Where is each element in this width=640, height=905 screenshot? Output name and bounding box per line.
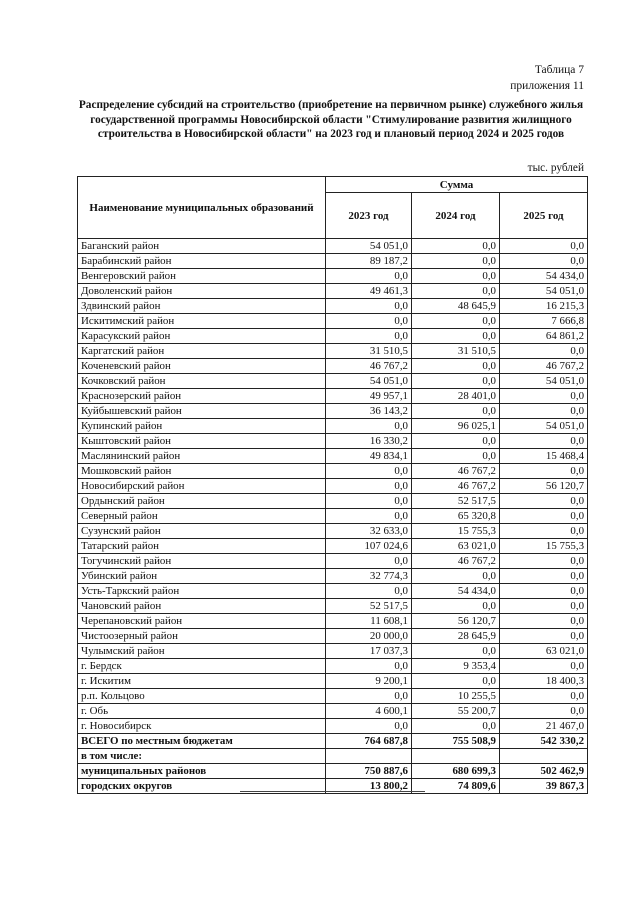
amount-2024: 0,0 (412, 719, 500, 734)
table-row (78, 434, 588, 449)
amount-2024: 0,0 (412, 599, 500, 614)
municipality-name: Кочковский район (78, 374, 326, 389)
municipality-name: г. Обь (78, 704, 326, 719)
amount-2023: 54 051,0 (326, 239, 412, 254)
amount-2023: 49 834,1 (326, 449, 412, 464)
municipality-name: Куйбышевский район (78, 404, 326, 419)
amount-2025: 0,0 (500, 554, 588, 569)
table-row (78, 509, 588, 524)
municipality-name: Карасукский район (78, 329, 326, 344)
amount-2024: 28 401,0 (412, 389, 500, 404)
amount-2024: 0,0 (412, 374, 500, 389)
header-sum: Сумма (326, 177, 588, 193)
amount-2025: 0,0 (500, 569, 588, 584)
amount-2023: 11 608,1 (326, 614, 412, 629)
footer-rule (240, 791, 425, 792)
amount-2024: 0,0 (412, 329, 500, 344)
amount-2025: 0,0 (500, 689, 588, 704)
amount-2023: 0,0 (326, 419, 412, 434)
municipality-name: Искитимский район (78, 314, 326, 329)
amount-2023: 16 330,2 (326, 434, 412, 449)
amount-2025: 54 051,0 (500, 374, 588, 389)
amount-2023: 49 957,1 (326, 389, 412, 404)
table-row (78, 314, 588, 329)
amount-2025: 15 468,4 (500, 449, 588, 464)
amount-2023: 89 187,2 (326, 254, 412, 269)
appendix-reference: приложения 11 (510, 80, 584, 92)
municipality-name: Убинский район (78, 569, 326, 584)
municipality-name: Новосибирский район (78, 479, 326, 494)
municipality-name: ВСЕГО по местным бюджетам (78, 734, 326, 749)
amount-2025: 0,0 (500, 524, 588, 539)
municipality-name: г. Новосибирск (78, 719, 326, 734)
amount-2024: 755 508,9 (412, 734, 500, 749)
municipality-name: Сузунский район (78, 524, 326, 539)
amount-2023: 31 510,5 (326, 344, 412, 359)
amount-2024: 0,0 (412, 314, 500, 329)
amount-2023: 9 200,1 (326, 674, 412, 689)
amount-2025: 56 120,7 (500, 479, 588, 494)
municipality-name: Чановский район (78, 599, 326, 614)
table-row (78, 704, 588, 719)
municipality-name: Черепановский район (78, 614, 326, 629)
table-row (78, 644, 588, 659)
amount-2023: 0,0 (326, 299, 412, 314)
municipality-name: Барабинский район (78, 254, 326, 269)
table-row (78, 674, 588, 689)
header-year-2023: 2023 год (326, 193, 412, 239)
amount-2024: 0,0 (412, 644, 500, 659)
municipality-name: Каргатский район (78, 344, 326, 359)
amount-2024: 63 021,0 (412, 539, 500, 554)
amount-2025: 16 215,3 (500, 299, 588, 314)
amount-2025: 0,0 (500, 344, 588, 359)
municipality-name: Краснозерский район (78, 389, 326, 404)
units-label: тыс. рублей (527, 162, 584, 174)
amount-2025: 63 021,0 (500, 644, 588, 659)
amount-2025: 0,0 (500, 614, 588, 629)
municipality-name: Мошковский район (78, 464, 326, 479)
amount-2024: 0,0 (412, 569, 500, 584)
municipality-name: Чулымский район (78, 644, 326, 659)
municipality-name: г. Искитим (78, 674, 326, 689)
table-row (78, 659, 588, 674)
amount-2023: 0,0 (326, 554, 412, 569)
subsidy-distribution-table (77, 176, 588, 794)
municipality-name: Усть-Таркский район (78, 584, 326, 599)
amount-2025: 0,0 (500, 239, 588, 254)
amount-2025: 54 434,0 (500, 269, 588, 284)
amount-2024: 0,0 (412, 404, 500, 419)
amount-2023: 764 687,8 (326, 734, 412, 749)
amount-2024: 0,0 (412, 449, 500, 464)
municipality-name: Здвинский район (78, 299, 326, 314)
amount-2023: 13 800,2 (326, 779, 412, 794)
municipality-name: р.п. Кольцово (78, 689, 326, 704)
amount-2023: 32 633,0 (326, 524, 412, 539)
municipality-name: Ордынский район (78, 494, 326, 509)
amount-2023: 0,0 (326, 584, 412, 599)
amount-2024: 31 510,5 (412, 344, 500, 359)
amount-2025: 7 666,8 (500, 314, 588, 329)
amount-2023: 0,0 (326, 329, 412, 344)
municipality-name: Северный район (78, 509, 326, 524)
municipality-name: Баганский район (78, 239, 326, 254)
amount-2024: 52 517,5 (412, 494, 500, 509)
amount-2025: 18 400,3 (500, 674, 588, 689)
total-row (78, 764, 588, 779)
amount-2024: 54 434,0 (412, 584, 500, 599)
amount-2023: 0,0 (326, 659, 412, 674)
amount-2025: 502 462,9 (500, 764, 588, 779)
amount-2024 (412, 749, 500, 764)
amount-2025: 46 767,2 (500, 359, 588, 374)
amount-2024: 0,0 (412, 674, 500, 689)
amount-2025: 0,0 (500, 434, 588, 449)
amount-2023: 36 143,2 (326, 404, 412, 419)
table-row (78, 569, 588, 584)
amount-2023: 750 887,6 (326, 764, 412, 779)
amount-2024: 55 200,7 (412, 704, 500, 719)
amount-2025: 0,0 (500, 584, 588, 599)
amount-2023: 49 461,3 (326, 284, 412, 299)
amount-2024: 46 767,2 (412, 479, 500, 494)
table-row (78, 419, 588, 434)
amount-2023: 0,0 (326, 494, 412, 509)
municipality-name: Коченевский район (78, 359, 326, 374)
amount-2023 (326, 749, 412, 764)
amount-2024: 0,0 (412, 254, 500, 269)
table-row (78, 539, 588, 554)
amount-2024: 10 255,5 (412, 689, 500, 704)
municipality-name: Купинский район (78, 419, 326, 434)
header-municipality: Наименование муниципальных образований (78, 177, 326, 239)
table-row (78, 359, 588, 374)
municipality-name: в том числе: (78, 749, 326, 764)
table-row (78, 344, 588, 359)
amount-2025: 0,0 (500, 254, 588, 269)
amount-2024: 46 767,2 (412, 554, 500, 569)
header-year-2024: 2024 год (412, 193, 500, 239)
amount-2024: 96 025,1 (412, 419, 500, 434)
table-row (78, 404, 588, 419)
appendix-table-number: Таблица 7 (534, 64, 584, 76)
table-row (78, 299, 588, 314)
amount-2023: 0,0 (326, 509, 412, 524)
table-row (78, 554, 588, 569)
municipality-name: Чистоозерный район (78, 629, 326, 644)
amount-2023: 54 051,0 (326, 374, 412, 389)
amount-2025: 542 330,2 (500, 734, 588, 749)
table-row (78, 689, 588, 704)
amount-2025 (500, 749, 588, 764)
table-row (78, 254, 588, 269)
header-year-2025: 2025 год (500, 193, 588, 239)
table-row (78, 719, 588, 734)
amount-2025: 64 861,2 (500, 329, 588, 344)
amount-2023: 20 000,0 (326, 629, 412, 644)
amount-2023: 4 600,1 (326, 704, 412, 719)
amount-2023: 0,0 (326, 719, 412, 734)
amount-2023: 0,0 (326, 479, 412, 494)
table-row (78, 284, 588, 299)
table-row (78, 374, 588, 389)
amount-2024: 9 353,4 (412, 659, 500, 674)
municipality-name: муниципальных районов (78, 764, 326, 779)
municipality-name: Маслянинский район (78, 449, 326, 464)
amount-2025: 21 467,0 (500, 719, 588, 734)
table-row (78, 494, 588, 509)
table-row (78, 584, 588, 599)
amount-2024: 48 645,9 (412, 299, 500, 314)
municipality-name: Татарский район (78, 539, 326, 554)
amount-2024: 65 320,8 (412, 509, 500, 524)
amount-2025: 0,0 (500, 404, 588, 419)
table-row (78, 629, 588, 644)
amount-2025: 0,0 (500, 509, 588, 524)
table-row (78, 239, 588, 254)
amount-2024: 74 809,6 (412, 779, 500, 794)
table-row (78, 524, 588, 539)
amount-2025: 0,0 (500, 599, 588, 614)
amount-2024: 0,0 (412, 269, 500, 284)
table-row (78, 449, 588, 464)
municipality-name: городских округов (78, 779, 326, 794)
amount-2024: 56 120,7 (412, 614, 500, 629)
amount-2024: 0,0 (412, 284, 500, 299)
municipality-name: Доволенский район (78, 284, 326, 299)
amount-2024: 46 767,2 (412, 464, 500, 479)
amount-2025: 0,0 (500, 629, 588, 644)
amount-2024: 15 755,3 (412, 524, 500, 539)
total-row (78, 749, 588, 764)
amount-2024: 0,0 (412, 434, 500, 449)
table-row (78, 329, 588, 344)
total-row (78, 734, 588, 749)
table-row (78, 599, 588, 614)
amount-2023: 0,0 (326, 269, 412, 284)
amount-2025: 0,0 (500, 494, 588, 509)
table-row (78, 479, 588, 494)
municipality-name: Кыштовский район (78, 434, 326, 449)
amount-2025: 54 051,0 (500, 284, 588, 299)
amount-2023: 107 024,6 (326, 539, 412, 554)
amount-2025: 0,0 (500, 659, 588, 674)
amount-2023: 0,0 (326, 689, 412, 704)
amount-2023: 52 517,5 (326, 599, 412, 614)
table-row (78, 614, 588, 629)
amount-2023: 0,0 (326, 464, 412, 479)
amount-2024: 0,0 (412, 239, 500, 254)
table-body (78, 239, 588, 794)
amount-2025: 15 755,3 (500, 539, 588, 554)
document-title: Распределение субсидий на строительство (приобретение на первичном рынке) служебного жилья государственной программы Новосибирской области "Стимулирование развития жилищного строительства в Новосибирской области" на 2023 год и плановый период 2024 и 2025 годов (78, 99, 584, 141)
table-row (78, 464, 588, 479)
amount-2024: 28 645,9 (412, 629, 500, 644)
table-row (78, 269, 588, 284)
amount-2025: 54 051,0 (500, 419, 588, 434)
amount-2025: 39 867,3 (500, 779, 588, 794)
amount-2023: 46 767,2 (326, 359, 412, 374)
amount-2024: 0,0 (412, 359, 500, 374)
amount-2023: 0,0 (326, 314, 412, 329)
amount-2025: 0,0 (500, 704, 588, 719)
amount-2023: 32 774,3 (326, 569, 412, 584)
municipality-name: Тогучинский район (78, 554, 326, 569)
amount-2025: 0,0 (500, 464, 588, 479)
amount-2023: 17 037,3 (326, 644, 412, 659)
municipality-name: г. Бердск (78, 659, 326, 674)
table-row (78, 389, 588, 404)
amount-2025: 0,0 (500, 389, 588, 404)
amount-2024: 680 699,3 (412, 764, 500, 779)
municipality-name: Венгеровский район (78, 269, 326, 284)
